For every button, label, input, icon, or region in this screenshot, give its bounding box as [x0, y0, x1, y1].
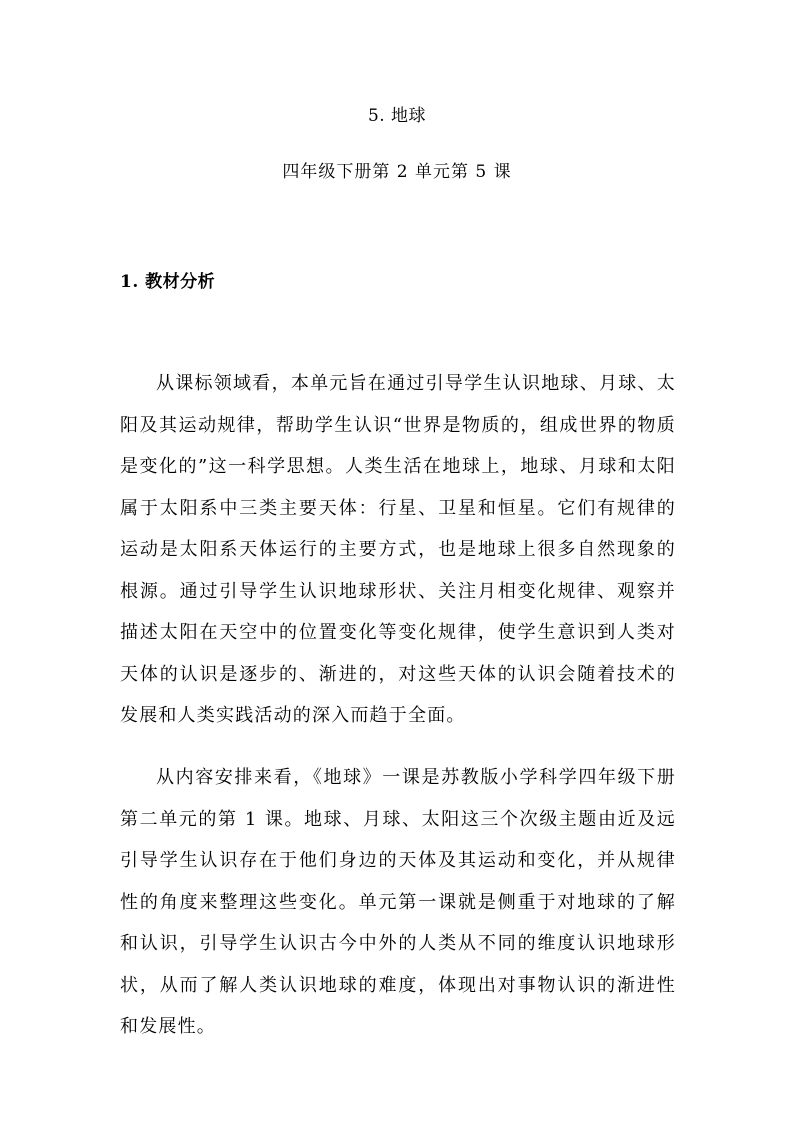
lesson-title: 5. 地球	[367, 106, 427, 126]
lesson-subtitle: 四年级下册第 2 单元第 5 课	[282, 162, 512, 182]
paragraph-content: 从内容安排来看，《地球》一课是苏教版小学科学四年级下册第二单元的第 1 课。地球、月球、太阳这三个次级主题由近及远引导学生认识存在于他们身边的天体及其运动和变化，并从规律性的角度来整理这些变化。单元第一课就是侧重于对地球的了解和认识，引导学生认识古今中外的人类从不同的维度认识地球形状，从而了解人类认识地球的难度，体现出对事物认识的渐进性和发展性。	[120, 767, 676, 1037]
paragraph-curriculum: 从课标领域看，本单元旨在通过引导学生认识地球、月球、太阳及其运动规律，帮助学生认识“世界是物质的，组成世界的物质是变化的”这一科学思想。人类生活在地球上，地球、月球和太阳属于太阳系中三类主要天体：行星、卫星和恒星。它们有规律的运动是太阳系天体运行的主要方式，也是地球上很多自然现象的根源。通过引导学生认识地球形状、关注月相变化规律、观察并描述太阳在天空中的位置变化等变化规律，使学生意识到人类对天体的认识是逐步的、渐进的，对这些天体的认识会随着技术的发展和人类实践活动的深入而趋于全面。	[120, 373, 676, 726]
section-heading: 1. 教材分析	[120, 272, 216, 292]
